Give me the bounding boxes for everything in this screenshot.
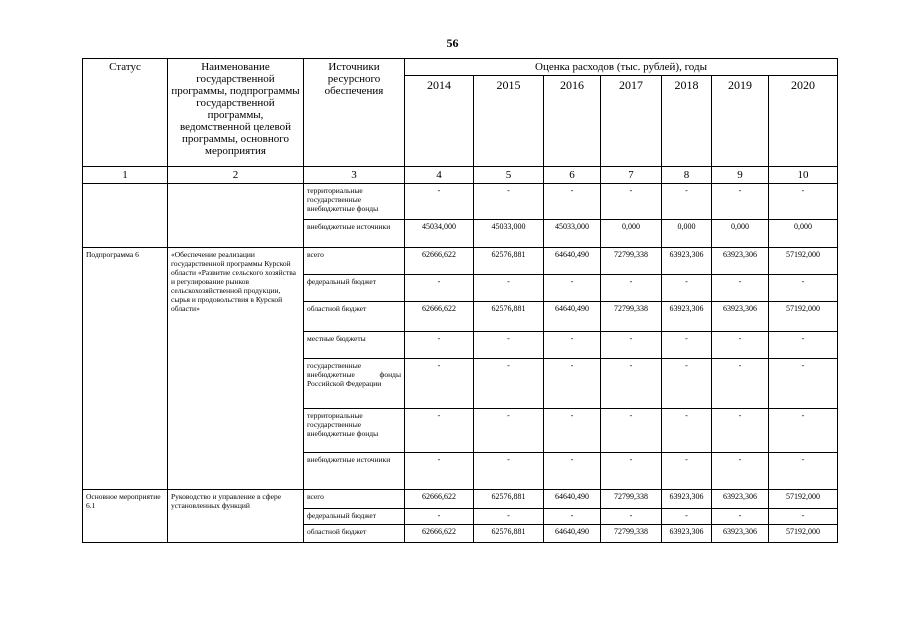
value-cell: 63923,306 bbox=[662, 302, 712, 332]
value-cell: 45033,000 bbox=[544, 220, 601, 248]
value-cell: 64640,490 bbox=[544, 525, 601, 543]
header-name: Наименование государственной программы, подпрограммы государственной программы, ведомственной целевой программы, основного мероприятия bbox=[168, 59, 304, 167]
funding-source-cell: всего bbox=[304, 490, 405, 509]
funding-source-cell: федеральный бюджет bbox=[304, 509, 405, 525]
column-number: 10 bbox=[769, 167, 838, 184]
header-year: 2019 bbox=[712, 76, 769, 167]
budget-table bbox=[82, 58, 838, 543]
value-cell: - bbox=[405, 453, 474, 490]
value-cell: 72799,338 bbox=[601, 490, 662, 509]
value-cell: - bbox=[544, 509, 601, 525]
column-number: 6 bbox=[544, 167, 601, 184]
value-cell: 62576,881 bbox=[474, 248, 544, 275]
value-cell: 57192,000 bbox=[769, 490, 838, 509]
value-cell: - bbox=[662, 509, 712, 525]
column-number: 1 bbox=[83, 167, 168, 184]
value-cell: 63923,306 bbox=[662, 490, 712, 509]
value-cell: 45034,000 bbox=[405, 220, 474, 248]
funding-source-cell: областной бюджет bbox=[304, 302, 405, 332]
value-cell: 64640,490 bbox=[544, 302, 601, 332]
header-year: 2014 bbox=[405, 76, 474, 167]
value-cell: 45033,000 bbox=[474, 220, 544, 248]
page-number: 56 bbox=[446, 36, 459, 50]
value-cell: - bbox=[769, 275, 838, 302]
header-year: 2017 bbox=[601, 76, 662, 167]
column-number: 3 bbox=[304, 167, 405, 184]
value-cell: 62666,622 bbox=[405, 490, 474, 509]
header-sources: Источники ресурсного обеспечения bbox=[304, 59, 405, 167]
value-cell: - bbox=[601, 453, 662, 490]
value-cell: 57192,000 bbox=[769, 302, 838, 332]
value-cell: - bbox=[544, 332, 601, 359]
value-cell: - bbox=[712, 409, 769, 453]
header-year: 2016 bbox=[544, 76, 601, 167]
value-cell: - bbox=[544, 184, 601, 220]
funding-source-cell: областной бюджет bbox=[304, 525, 405, 543]
value-cell: 62576,881 bbox=[474, 525, 544, 543]
value-cell: - bbox=[662, 332, 712, 359]
funding-source-cell: внебюджетные источники bbox=[304, 220, 405, 248]
value-cell: 63923,306 bbox=[712, 302, 769, 332]
value-cell: - bbox=[405, 359, 474, 409]
value-cell: 62666,622 bbox=[405, 302, 474, 332]
value-cell: - bbox=[601, 275, 662, 302]
value-cell: 57192,000 bbox=[769, 525, 838, 543]
value-cell: 72799,338 bbox=[601, 302, 662, 332]
value-cell: 63923,306 bbox=[662, 525, 712, 543]
value-cell: 63923,306 bbox=[712, 525, 769, 543]
value-cell: - bbox=[712, 332, 769, 359]
value-cell: 0,000 bbox=[601, 220, 662, 248]
funding-source-cell: территориальные государственные внебюджетные фонды bbox=[304, 184, 405, 220]
value-cell: - bbox=[544, 409, 601, 453]
value-cell: - bbox=[474, 409, 544, 453]
value-cell: - bbox=[474, 453, 544, 490]
value-cell: - bbox=[769, 453, 838, 490]
funding-source-cell: внебюджетные источники bbox=[304, 453, 405, 490]
value-cell: - bbox=[769, 359, 838, 409]
value-cell: 62576,881 bbox=[474, 490, 544, 509]
value-cell: - bbox=[601, 332, 662, 359]
value-cell: - bbox=[601, 509, 662, 525]
value-cell: - bbox=[662, 453, 712, 490]
table-row bbox=[83, 184, 838, 220]
funding-source-cell: федеральный бюджет bbox=[304, 275, 405, 302]
value-cell: - bbox=[405, 509, 474, 525]
table-row bbox=[83, 248, 838, 275]
value-cell: - bbox=[474, 359, 544, 409]
value-cell: 64640,490 bbox=[544, 490, 601, 509]
value-cell: - bbox=[712, 509, 769, 525]
status-cell: Подпрограмма 6 bbox=[83, 248, 168, 490]
value-cell: - bbox=[712, 184, 769, 220]
value-cell: - bbox=[662, 409, 712, 453]
value-cell: - bbox=[662, 275, 712, 302]
program-name-cell bbox=[168, 184, 304, 248]
value-cell: - bbox=[712, 275, 769, 302]
column-number: 4 bbox=[405, 167, 474, 184]
header-year: 2020 bbox=[769, 76, 838, 167]
funding-source-cell: территориальные государственные внебюджетные фонды bbox=[304, 409, 405, 453]
value-cell: - bbox=[474, 509, 544, 525]
column-number: 2 bbox=[168, 167, 304, 184]
value-cell: - bbox=[474, 275, 544, 302]
column-number: 7 bbox=[601, 167, 662, 184]
value-cell: - bbox=[662, 184, 712, 220]
value-cell: 64640,490 bbox=[544, 248, 601, 275]
value-cell: - bbox=[474, 332, 544, 359]
value-cell: 72799,338 bbox=[601, 248, 662, 275]
funding-source-cell: государственные внебюджетные фонды Российской Федерации bbox=[304, 359, 405, 409]
status-cell: Основное мероприятие 6.1 bbox=[83, 490, 168, 543]
funding-source-cell: всего bbox=[304, 248, 405, 275]
program-name-cell: «Обеспечение реализации государственной программы Курской области «Развитие сельского хозяйства и регулирование рынков сельскохозяйственной продукции, сырья и продовольствия в Курской области» bbox=[168, 248, 304, 490]
value-cell: 63923,306 bbox=[712, 490, 769, 509]
value-cell: 63923,306 bbox=[712, 248, 769, 275]
value-cell: 0,000 bbox=[712, 220, 769, 248]
column-number: 5 bbox=[474, 167, 544, 184]
value-cell: - bbox=[769, 184, 838, 220]
value-cell: 62666,622 bbox=[405, 248, 474, 275]
value-cell: - bbox=[405, 409, 474, 453]
value-cell: - bbox=[712, 359, 769, 409]
value-cell: - bbox=[769, 509, 838, 525]
value-cell: - bbox=[544, 275, 601, 302]
value-cell: - bbox=[474, 184, 544, 220]
column-number: 8 bbox=[662, 167, 712, 184]
column-number: 9 bbox=[712, 167, 769, 184]
value-cell: - bbox=[405, 275, 474, 302]
value-cell: 62576,881 bbox=[474, 302, 544, 332]
status-cell bbox=[83, 184, 168, 248]
value-cell: 62666,622 bbox=[405, 525, 474, 543]
value-cell: - bbox=[769, 332, 838, 359]
program-name-cell: Руководство и управление в сфере установленных функций bbox=[168, 490, 304, 543]
header-estimate: Оценка расходов (тыс. рублей), годы bbox=[405, 59, 838, 76]
value-cell: - bbox=[769, 409, 838, 453]
header-year: 2018 bbox=[662, 76, 712, 167]
funding-source-cell: местные бюджеты bbox=[304, 332, 405, 359]
value-cell: - bbox=[601, 359, 662, 409]
value-cell: 57192,000 bbox=[769, 248, 838, 275]
value-cell: - bbox=[712, 453, 769, 490]
value-cell: - bbox=[544, 359, 601, 409]
value-cell: - bbox=[544, 453, 601, 490]
value-cell: - bbox=[601, 184, 662, 220]
value-cell: 0,000 bbox=[769, 220, 838, 248]
header-year: 2015 bbox=[474, 76, 544, 167]
table-row bbox=[83, 490, 838, 509]
value-cell: - bbox=[405, 184, 474, 220]
value-cell: 72799,338 bbox=[601, 525, 662, 543]
value-cell: - bbox=[662, 359, 712, 409]
value-cell: - bbox=[601, 409, 662, 453]
value-cell: - bbox=[405, 332, 474, 359]
header-status: Статус bbox=[83, 59, 168, 167]
value-cell: 0,000 bbox=[662, 220, 712, 248]
value-cell: 63923,306 bbox=[662, 248, 712, 275]
